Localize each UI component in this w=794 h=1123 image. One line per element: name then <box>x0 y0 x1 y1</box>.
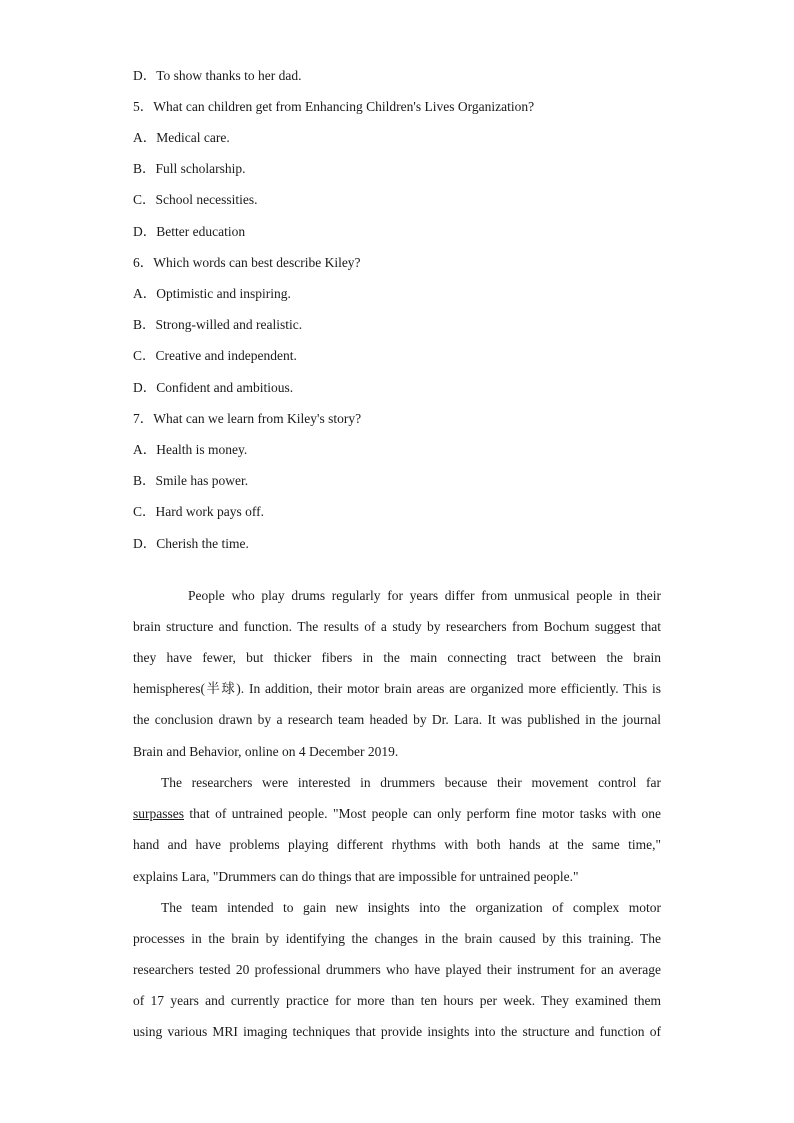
p1-line-2: brain structure and function. The results of a study by researchers from Bochum suggest that <box>133 619 661 634</box>
p3-line-4: of 17 years and currently practice for more than ten hours per week. They examined them <box>133 993 661 1008</box>
p3-line-3: researchers tested 20 professional drummers who have played their instrument for an average <box>133 962 661 977</box>
q6-option-d: D．Confident and ambitious. <box>133 380 294 395</box>
p3-line-5: using various MRI imaging techniques that provide insights into the structure and function of <box>133 1024 661 1039</box>
q5-option-c: C．School necessities. <box>133 192 258 207</box>
p1-line-4: hemispheres(半球). In addition, their motor brain areas are organized more efficiently. This is <box>133 681 661 696</box>
q7-option-a: A．Health is money. <box>133 442 248 457</box>
p3-line-1: The team intended to gain new insights into the organization of complex motor <box>161 900 661 915</box>
p1-line-3: they have fewer, but thicker fibers in the main connecting tract between the brain <box>133 650 661 665</box>
p3-line-2: processes in the brain by identifying the changes in the brain caused by this training. The <box>133 931 661 946</box>
q7-option-b: B．Smile has power. <box>133 473 249 488</box>
q4-option-d: D．To show thanks to her dad. <box>133 68 302 83</box>
p2-line-4: explains Lara, "Drummers can do things that are impossible for untrained people." <box>133 869 579 884</box>
p1-line-5: the conclusion drawn by a research team headed by Dr. Lara. It was published in the journal <box>133 712 661 727</box>
q5-option-b: B．Full scholarship. <box>133 161 246 176</box>
p2-line-2 <box>133 806 661 822</box>
q6-option-b: B．Strong-willed and realistic. <box>133 317 303 332</box>
q7-option-c: C．Hard work pays off. <box>133 504 264 519</box>
p2-line-3: hand and have problems playing different rhythms with both hands at the same time," <box>133 837 661 852</box>
q5-stem: 5．What can children get from Enhancing Children's Lives Organization? <box>133 99 535 114</box>
p2-line-1: The researchers were interested in drummers because their movement control far <box>161 775 661 790</box>
p2-line-2-rest: that of untrained people. "Most people can only perform fine motor tasks with one <box>184 806 661 821</box>
p1-line-1: People who play drums regularly for years differ from unmusical people in their <box>188 588 661 603</box>
q7-option-d: D．Cherish the time. <box>133 536 249 551</box>
q6-option-a: A．Optimistic and inspiring. <box>133 286 291 301</box>
q6-stem: 6．Which words can best describe Kiley? <box>133 255 361 270</box>
q5-option-d: D．Better education <box>133 224 246 239</box>
p1-line-6: Brain and Behavior, online on 4 December 2019. <box>133 744 399 759</box>
underlined-word: surpasses <box>133 806 184 821</box>
q7-stem: 7．What can we learn from Kiley's story? <box>133 411 362 426</box>
q6-option-c: C．Creative and independent. <box>133 348 297 363</box>
q5-option-a: A．Medical care. <box>133 130 230 145</box>
